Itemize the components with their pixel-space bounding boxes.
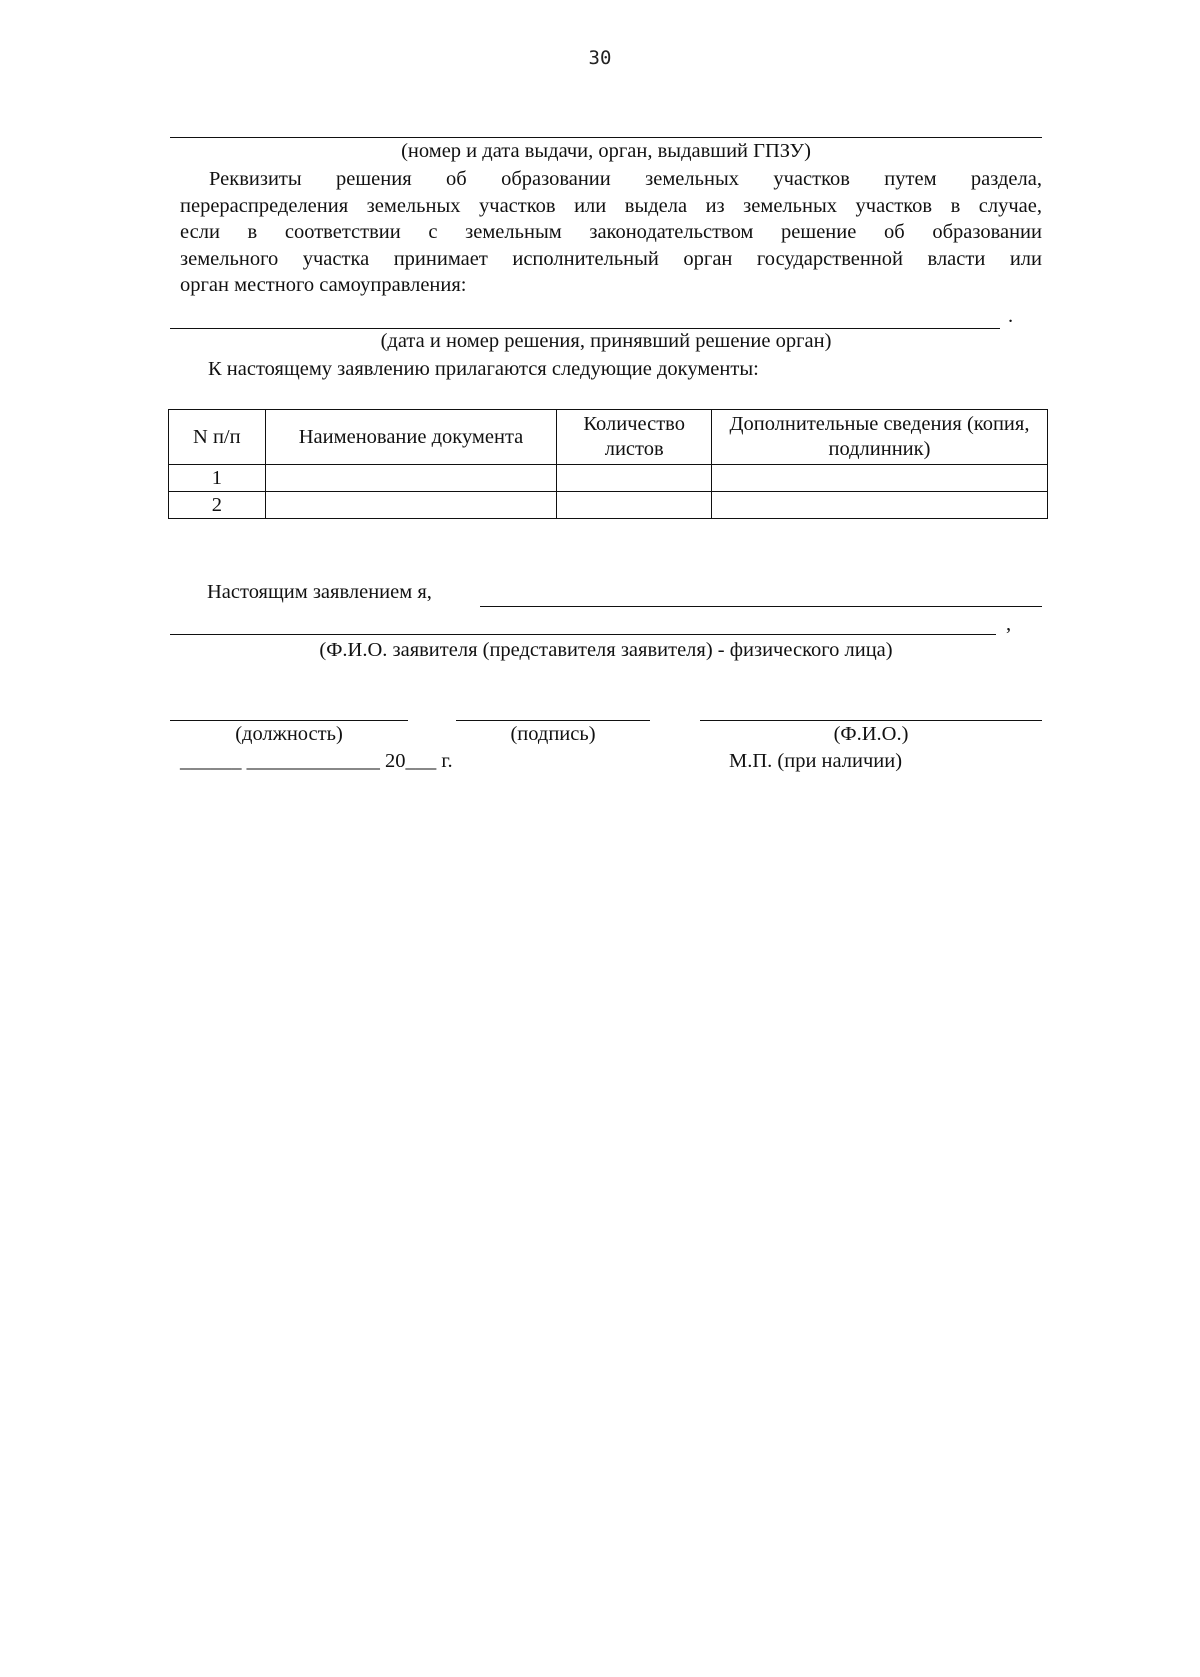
stamp-label: М.П. (при наличии): [729, 750, 903, 772]
header-additional-info: Дополнительные сведения (копия, подлинник): [711, 410, 1047, 465]
row-number: 2: [169, 492, 266, 519]
row-number: 1: [169, 465, 266, 492]
header-sheet-count: Количество листов: [557, 410, 712, 465]
document-name-cell[interactable]: [265, 492, 557, 519]
decision-line-end: .: [1008, 305, 1014, 327]
document-name-cell[interactable]: [265, 465, 557, 492]
fio-field-line[interactable]: [700, 720, 1042, 721]
attached-documents-table: [168, 409, 1048, 519]
sheet-count-cell[interactable]: [557, 492, 712, 519]
header-number: N п/п: [169, 410, 266, 465]
requisites-line: Реквизиты решения об образовании земельных участков путем раздела,: [209, 168, 1042, 190]
position-caption: (должность): [235, 723, 343, 745]
requisites-paragraph: [180, 166, 1042, 299]
signature-caption: (подпись): [510, 723, 596, 745]
requisites-line: перераспределения земельных участков или выдела из земельных участков в случае,: [180, 194, 1042, 217]
position-field-line[interactable]: [170, 720, 408, 721]
applicant-name-field-line[interactable]: [480, 606, 1042, 607]
requisites-line: земельного участка принимает исполнительный орган государственной власти или: [180, 247, 1042, 270]
sheet-count-cell[interactable]: [557, 465, 712, 492]
header-document-name: Наименование документа: [265, 410, 557, 465]
fio-caption: (Ф.И.О.): [833, 723, 909, 745]
requisites-line: если в соответствии с земельным законодательством решение об образовании: [180, 221, 1042, 243]
statement-intro: Настоящим заявлением я,: [207, 581, 432, 603]
additional-info-cell[interactable]: [711, 465, 1047, 492]
decision-caption: (дата и номер решения, принявший решение орган): [380, 330, 832, 352]
additional-info-cell[interactable]: [711, 492, 1047, 519]
signature-field-line[interactable]: [456, 720, 650, 721]
attached-docs-intro: К настоящему заявлению прилагаются следующие документы:: [208, 358, 759, 380]
applicant-name-field-line-2[interactable]: [170, 634, 996, 635]
statement-line-end: ,: [1006, 613, 1012, 635]
table-row: [169, 465, 1048, 492]
gpzu-field-line[interactable]: [170, 137, 1042, 138]
table-row: [169, 492, 1048, 519]
table-header-row: [169, 410, 1048, 465]
requisites-line: орган местного самоуправления:: [180, 274, 467, 296]
page-number: 30: [588, 47, 612, 69]
applicant-caption: (Ф.И.О. заявителя (представителя заявителя) - физического лица): [319, 639, 893, 661]
gpzu-caption: (номер и дата выдачи, орган, выдавший ГПЗУ): [401, 140, 811, 162]
date-field[interactable]: ______ _____________ 20___ г.: [180, 750, 453, 772]
